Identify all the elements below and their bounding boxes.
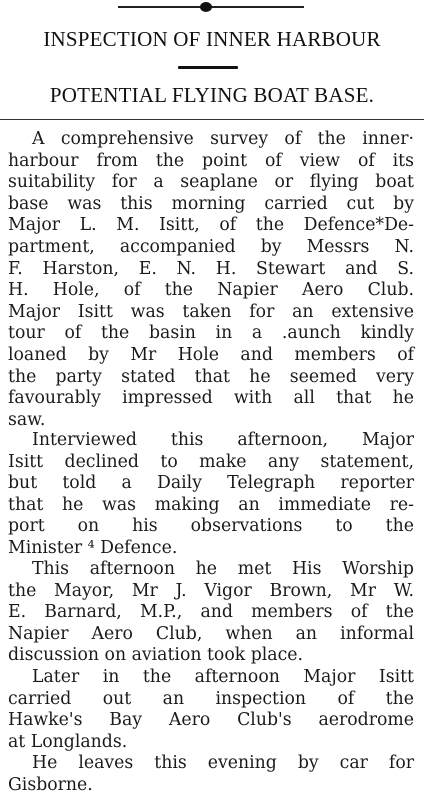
text-line: partment, accompanied by Messrs N. — [8, 236, 414, 257]
text-line: E. Barnard, M.P., and members of the — [8, 602, 414, 623]
paragraph-meeting — [8, 559, 414, 667]
text-line: saw. — [8, 409, 46, 430]
paragraph-aerodrome — [8, 667, 414, 753]
text-line: This afternoon he met His Worship — [32, 559, 414, 579]
headline: INSPECTION OF INNER HARBOUR — [43, 27, 381, 51]
text-line: Major Isitt was taken for an extensive — [8, 301, 414, 322]
text-line: Minister ⁴ Defence. — [8, 537, 178, 558]
text-line: favourably impressed with all that he — [8, 388, 414, 409]
text-line: base was this morning carried cut by — [8, 193, 414, 214]
subheadline: POTENTIAL FLYING BOAT BASE. — [49, 83, 375, 107]
text-line: H. Hole, of the Napier Aero Club. — [8, 280, 414, 301]
text-line: F. Harston, E. N. H. Stewart and S. — [8, 258, 414, 279]
text-line: Gisborne. — [8, 774, 93, 795]
text-line: He leaves this evening by car for — [32, 753, 414, 773]
text-line: but told a Daily Telegraph reporter — [8, 473, 414, 494]
top-ornament-rule — [118, 6, 304, 8]
text-line: Interviewed this afternoon, Major — [32, 430, 414, 450]
paragraph-departure — [8, 753, 414, 796]
paragraph-survey — [8, 129, 414, 431]
text-line: Hawke's Bay Aero Club's aerodrome — [8, 710, 414, 731]
text-line: tour of the basin in a .aunch kindly — [8, 323, 414, 344]
text-line: harbour from the point of view of its — [8, 150, 414, 171]
text-line: Napier Aero Club, when an informal — [8, 623, 414, 644]
text-line: that he was making an immediate re- — [8, 494, 414, 515]
text-line: discussion on aviation took place. — [8, 645, 303, 666]
text-line: the Mayor, Mr J. Vigor Brown, Mr W. — [8, 580, 414, 601]
ornament-icon — [200, 2, 212, 12]
text-line: Isitt declined to make any statement, — [8, 451, 414, 472]
text-line: at Longlands. — [8, 731, 128, 752]
headline-divider — [178, 66, 238, 69]
text-line: the party stated that he seemed very — [8, 366, 414, 387]
text-line: Later in the afternoon Major Isitt — [32, 667, 414, 687]
text-line: A comprehensive survey of the inner· — [32, 129, 414, 149]
text-line: carried out an inspection of the — [8, 688, 414, 709]
heading-bottom-rule — [0, 119, 424, 120]
text-line: loaned by Mr Hole and members of — [8, 344, 414, 365]
text-line: suitability for a seaplane or flying boat — [8, 172, 414, 193]
paragraph-interview — [8, 430, 414, 560]
text-line: Major L. M. Isitt, of the Defence*De- — [8, 215, 414, 236]
text-line: port on his observations to the — [8, 516, 414, 537]
